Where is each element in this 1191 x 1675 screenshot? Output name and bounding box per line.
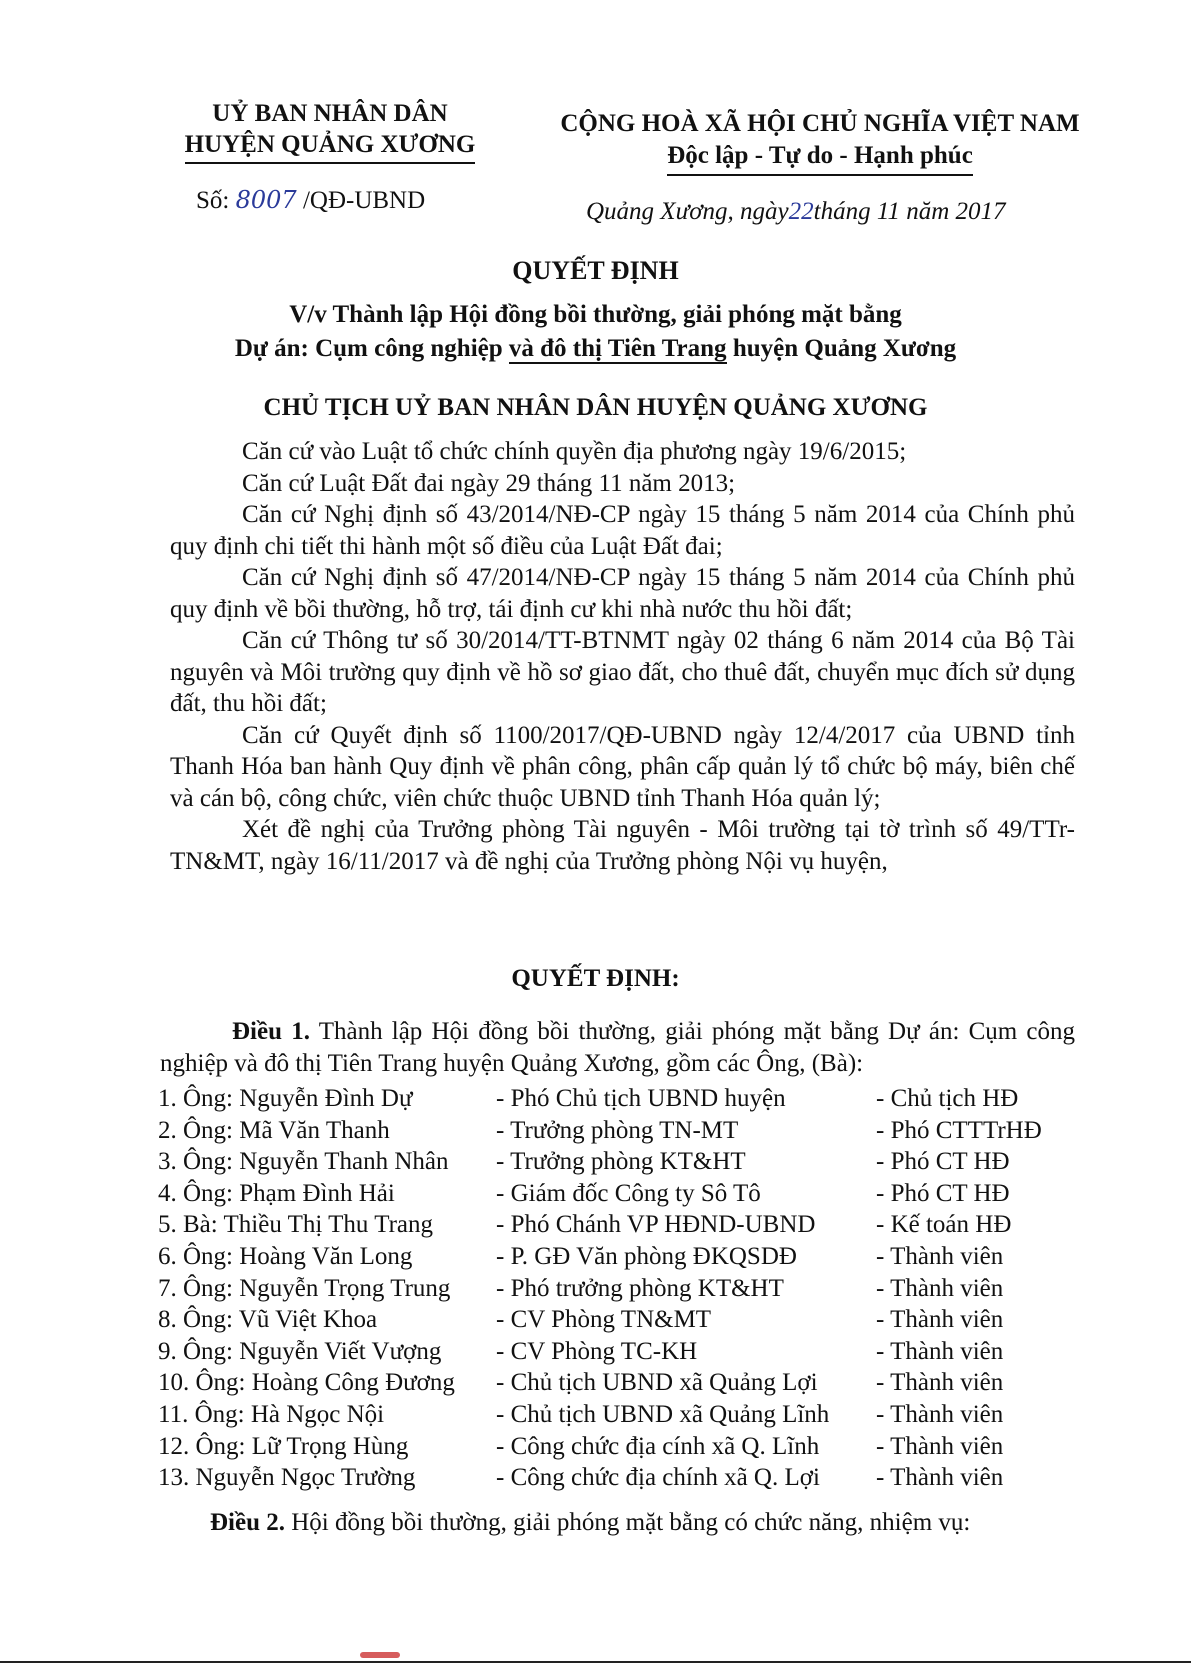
date-prefix: Quảng Xương, ngày <box>586 198 789 225</box>
member-position: - Giám đốc Công ty Sô Tô <box>496 1179 761 1207</box>
subject-line-2 <box>0 332 1191 366</box>
member-position: - CV Phòng TC-KH <box>496 1337 698 1365</box>
nation-line: CỘNG HOÀ XÃ HỘI CHỦ NGHĨA VIỆT NAM <box>560 110 1080 137</box>
basis-item: Căn cứ Thông tư số 30/2014/TT-BTNMT ngày 02 tháng 6 năm 2014 của Bộ Tài nguyên và Môi trường quy định về hồ sơ giao đất, cho thuê đất, chuyển mục đích sử dụng đất, thu hồi đất; <box>170 627 1075 717</box>
member-row <box>158 1304 1088 1336</box>
member-role: - Thành viên <box>876 1432 1004 1460</box>
member-name: 7. Ông: Nguyễn Trọng Trung <box>158 1274 451 1302</box>
article-1 <box>160 1016 1075 1080</box>
member-position: - Phó Chánh VP HĐND-UBND <box>496 1211 816 1239</box>
member-row <box>158 1336 1088 1368</box>
member-row <box>158 1209 1088 1241</box>
member-name: 2. Ông: Mã Văn Thanh <box>158 1116 390 1144</box>
document-title: QUYẾT ĐỊNH <box>512 256 679 285</box>
basis-item: Căn cứ Nghị định số 43/2014/NĐ-CP ngày 15 tháng 5 năm 2014 của Chính phủ quy định chi tiết thi hành một số điều của Luật Đất đai; <box>170 501 1075 560</box>
member-position: - Công chức địa cính xã Q. Lĩnh <box>496 1432 820 1460</box>
member-name: 13. Nguyễn Ngọc Trường <box>158 1464 416 1492</box>
member-position: - Công chức địa chính xã Q. Lợi <box>496 1464 820 1492</box>
page-edge-line <box>0 1661 1191 1663</box>
member-row <box>158 1146 1088 1178</box>
member-name: 6. Ông: Hoàng Văn Long <box>158 1242 413 1270</box>
member-position: - Trưởng phòng KT&HT <box>496 1148 746 1176</box>
member-row <box>158 1399 1088 1431</box>
member-name: 8. Ông: Vũ Việt Khoa <box>158 1306 378 1334</box>
member-role: - Phó CT HĐ <box>876 1148 1010 1176</box>
member-row <box>158 1462 1088 1494</box>
member-name: 4. Ông: Phạm Đình Hải <box>158 1179 395 1207</box>
member-role: - Thành viên <box>876 1400 1004 1428</box>
member-position: - CV Phòng TN&MT <box>496 1306 712 1334</box>
issuing-authority <box>160 98 500 164</box>
document-subject <box>0 298 1191 366</box>
article-1-text: Thành lập Hội đồng bồi thường, giải phóng mặt bằng Dự án: Cụm công nghiệp và đô thị Tiên Trang huyện Quảng Xương, gồm các Ông, (Bà): <box>160 1018 1075 1077</box>
stamp-fragment <box>360 1652 400 1658</box>
member-role: - Thành viên <box>876 1464 1004 1492</box>
member-row <box>158 1431 1088 1463</box>
article-2 <box>210 1509 970 1537</box>
date-line <box>586 198 1006 226</box>
date-suffix: tháng 11 năm 2017 <box>813 198 1006 225</box>
member-role: - Thành viên <box>876 1306 1004 1334</box>
document-number <box>196 186 425 215</box>
article-1-label: Điều 1. <box>232 1018 310 1045</box>
subject-line-2c: huyện Quảng Xương <box>726 335 957 362</box>
member-role: - Phó CT HĐ <box>876 1179 1010 1207</box>
basis-item: Xét đề nghị của Trưởng phòng Tài nguyên - Môi trường tại tờ trình số 49/TTr-TN&MT, ngày 16/11/2017 và đề nghị của Trưởng phòng Nội vụ huyện, <box>170 816 1075 875</box>
member-row <box>158 1273 1088 1305</box>
member-role: - Thành viên <box>876 1274 1004 1302</box>
member-name: 1. Ông: Nguyễn Đình Dự <box>158 1085 413 1112</box>
member-position: - Chủ tịch UBND xã Quảng Lĩnh <box>496 1400 830 1428</box>
org-line-1: UỶ BAN NHÂN DÂN <box>212 100 448 127</box>
subject-line-2b: và đô thị Tiên Trang <box>508 335 727 362</box>
member-name: 3. Ông: Nguyễn Thanh Nhân <box>158 1148 449 1176</box>
member-position: - Phó Chủ tịch UBND huyện <box>496 1085 786 1112</box>
decision-heading: QUYẾT ĐỊNH: <box>511 965 680 992</box>
article-2-label: Điều 2. <box>210 1509 285 1536</box>
member-position: - P. GĐ Văn phòng ĐKQSDĐ <box>496 1242 797 1270</box>
member-row <box>158 1115 1088 1147</box>
subject-line-1: V/v Thành lập Hội đồng bồi thường, giải phóng mặt bằng <box>289 301 902 328</box>
basis-item: Căn cứ vào Luật tổ chức chính quyền địa phương ngày 19/6/2015; <box>242 438 907 465</box>
member-row <box>158 1241 1088 1273</box>
authority-heading: CHỦ TỊCH UỶ BAN NHÂN DÂN HUYỆN QUẢNG XƯƠNG <box>263 394 928 421</box>
org-line-2: HUYỆN QUẢNG XƯƠNG <box>185 129 476 164</box>
so-label: Số: <box>196 187 230 214</box>
national-header <box>530 108 1110 176</box>
legal-bases <box>170 436 1075 877</box>
member-role: - Thành viên <box>876 1369 1004 1397</box>
member-role: - Thành viên <box>876 1242 1004 1270</box>
member-role: - Phó CTTTrHĐ <box>876 1116 1042 1144</box>
member-name: 10. Ông: Hoàng Công Đương <box>158 1369 455 1397</box>
member-row <box>158 1178 1088 1210</box>
member-name: 11. Ông: Hà Ngọc Nội <box>158 1400 385 1428</box>
so-suffix: /QĐ-UBND <box>302 187 426 214</box>
subject-line-2a: Dự án: Cụm công nghiệp <box>234 335 509 362</box>
member-name: 12. Ông: Lữ Trọng Hùng <box>158 1432 409 1460</box>
date-day-handwritten: 22 <box>788 198 814 225</box>
member-name: 5. Bà: Thiều Thị Thu Trang <box>158 1211 434 1239</box>
motto: Độc lập - Tự do - Hạnh phúc <box>667 140 973 176</box>
member-row <box>158 1367 1088 1399</box>
member-position: - Chủ tịch UBND xã Quảng Lợi <box>496 1369 818 1397</box>
member-role: - Chủ tịch HĐ <box>876 1085 1019 1112</box>
member-list <box>158 1083 1088 1494</box>
member-role: - Thành viên <box>876 1337 1004 1365</box>
member-row <box>158 1083 1088 1115</box>
basis-item: Căn cứ Luật Đất đai ngày 29 tháng 11 năm 2013; <box>242 469 736 497</box>
basis-item: Căn cứ Nghị định số 47/2014/NĐ-CP ngày 15 tháng 5 năm 2014 của Chính phủ quy định về bồi thường, hỗ trợ, tái định cư khi nhà nước thu hồi đất; <box>170 564 1075 623</box>
member-position: - Trưởng phòng TN-MT <box>496 1116 739 1144</box>
basis-item: Căn cứ Quyết định số 1100/2017/QĐ-UBND ngày 12/4/2017 của UBND tỉnh Thanh Hóa ban hành Quy định về phân công, phân cấp quản lý tổ chức bộ máy, biên chế và cán bộ, công chức, viên chức thuộc UBND tỉnh Thanh Hóa quản lý; <box>170 721 1075 812</box>
member-position: - Phó trưởng phòng KT&HT <box>496 1274 784 1302</box>
so-number-handwritten: 8007 <box>235 186 297 214</box>
article-2-text: Hội đồng bồi thường, giải phóng mặt bằng có chức năng, nhiệm vụ: <box>285 1509 971 1536</box>
member-role: - Kế toán HĐ <box>876 1211 1012 1239</box>
member-name: 9. Ông: Nguyễn Viết Vượng <box>158 1337 442 1365</box>
